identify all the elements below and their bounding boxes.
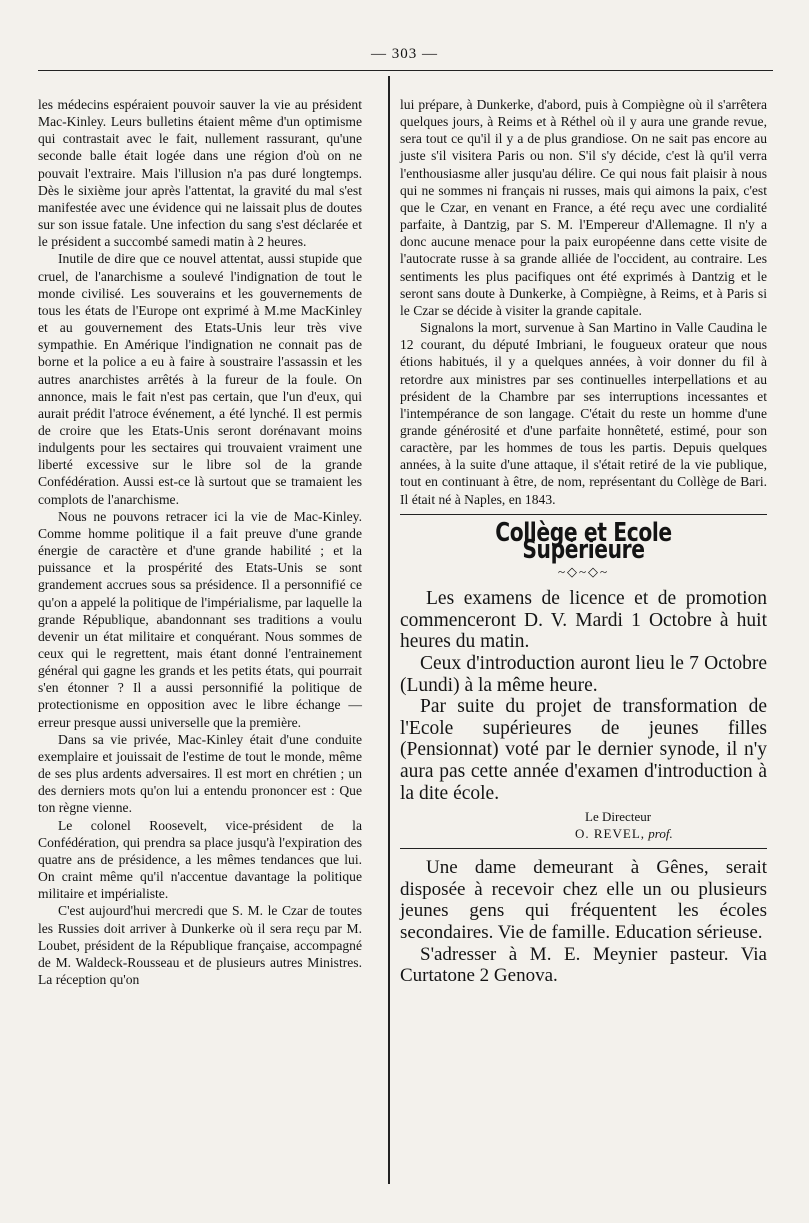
signature-title: Le Directeur (585, 809, 652, 825)
notice-paragraph: Ceux d'introduction auront lieu le 7 Octobre (Lundi) à la même heure. (400, 653, 767, 696)
ad-paragraph: S'adresser à M. E. Meynier pasteur. Via Curtatone 2 Genova. (400, 943, 767, 987)
notice-body (400, 588, 767, 804)
notice-paragraph: Les examens de licence et de promotion commenceront D. V. Mardi 1 Octobre à huit heures du matin. (400, 588, 767, 653)
right-paragraph: lui prépare, à Dunkerke, d'abord, puis à Compiègne où il s'arrêtera quelques jours, à Reims et à Réthel où il y aura une grande revue, sera tout ce qu'il il y a de plus grandiose. On ne sait pas encore au juste s'il visitera Paris ou non. S'il s'y décide, c'est là qu'il verra l'enthousiasme aller jusqu'au délire. Ce qui nous fait plaisir à nous qui ne sommes ni français ni russes, mais qui aimons la paix, c'est que le Czar, en venant en France, a été reçu avec une cordialité parfaite, à Dantzig, par S. M. l'Empereur d'Allemagne. Il n'y a donc aucune menace pour la paix européenne dans cette visite de l'autocrate russe à sa grande alliée de l'occident, au contraire. Les sentiments les plus pacifiques ont été exprimés à Dantzig et le seront sans doute à Dunkerke, à Compiègne, à Reims, et à Paris si le Czar se décide à visiter la grande capitale. (400, 97, 767, 318)
left-column (38, 96, 362, 988)
signature-line (575, 825, 767, 842)
left-paragraph: Inutile de dire que ce nouvel attentat, aussi stupide que cruel, de l'anarchisme a soulevé l'indignation de tout le monde civilisé. Les souverains et les gouvernements de tous les états de l'Europe ont exprimé à M.me MacKinley et au gouvernement des Etats-Unis leur très vive sympathie. En Amérique l'indignation ne connait pas de borne et la police a eu à faire à soustraire l'assassin et les autres anarchistes arrêtés à la fureur de la foule. On annonce, mais le fait n'est pas certain, que l'un d'eux, qui aurait prédit l'atroce événement, a été lynché. Il est permis de croire que les Etats-Unis seront dorénavant moins indulgents pour les sectaires qui trouvaient vraiment une liberté excessive sur le libre sol de la grande Confédération. Aussi est-ce là surtout que se tramaient les complots de l'anarchisme. (38, 251, 362, 507)
page-number: — 303 — (371, 46, 438, 62)
ornament-divider: ~◇~◇~ (557, 564, 610, 580)
notice-signature (400, 808, 767, 842)
ad-paragraph: Une dame demeurant à Gênes, serait disposée à recevoir chez elle un ou plusieurs jeunes gens qui fréquentent les écoles secondaires. Vie de famille. Education sérieuse. (400, 857, 767, 943)
notice-rule-bottom (400, 848, 767, 849)
notice-rule-top (400, 514, 767, 515)
left-paragraph: Le colonel Roosevelt, vice-président de la Confédération, qui prendra sa place jusqu'à l'expiration des quatre ans de présidence, a les mêmes tendances que lui. On craint même qu'il n'accentue davantage la politique militaire et impérialiste. (38, 817, 362, 902)
column-divider (388, 76, 390, 1184)
signature-role: prof. (648, 826, 673, 842)
left-paragraph: les médecins espéraient pouvoir sauver la vie au président Mac-Kinley. Leurs bulletins étaient même d'un optimisme qui contrastait avec le fait, nullement rassurant, qu'une seconde balle était logée dans une région d'où on ne pouvait l'extraire. Mais l'illusion n'a pas duré longtemps. Dès le sixième jour après l'attentat, la gravité du mal s'est manifestée avec une évidence qui ne laissait plus de doutes sur son issue fatale. Une infection du sang s'est déclarée et le président a succombé samedi matin à 2 heures. (38, 97, 362, 250)
college-notice (400, 517, 767, 842)
right-paragraph: Signalons la mort, survenue à San Martino in Valle Caudina le 12 courant, du député Imbriani, le fougueux orateur que nous étions habitués, il y a quelques années, à voir donner du fil à retordre aux ministres par ses continuelles interpellations et au président de la Chambre par ses interruptions incessantes et l'intempérance de son langage. C'était du reste un homme d'une grande générosité et d'une parfaite honnêteté, estimé, pour son caractère, par les hommes de tous les partis. Depuis quelques années, à la suite d'une attaque, il s'était retiré de la vie publique, tout en continuant à être, de nom, représentant du Collège de Bari. Il était né à Naples, en 1843. (400, 320, 767, 507)
notice-paragraph: Par suite du projet de transformation de l'Ecole supérieures de jeunes filles (Pensionnat) voté par le dernier synode, il n'y aura pas cette année d'examen d'introduction à la dite école. (400, 696, 767, 804)
signature-name: O. REVEL, (575, 826, 646, 842)
header-rule (38, 70, 773, 71)
right-column (400, 96, 767, 987)
classified-ad (400, 857, 767, 987)
left-paragraph: C'est aujourd'hui mercredi que S. M. le Czar de toutes les Russies doit arriver à Dunkerke où il sera reçu par M. Loubet, président de la République française, accompagné de M. Waldeck-Rousseau et de plusieurs autres Ministres. La réception qu'on (38, 903, 362, 987)
left-paragraph: Dans sa vie privée, Mac-Kinley était d'une conduite exemplaire et jouissait de l'estime de tout le monde, même de ses plus ardents adversaires. Il est mort en chrétien ; un des derniers mots qu'on lui a entendu prononcer est : Que ton règne vienne. (38, 731, 362, 816)
left-paragraph: Nous ne pouvons retracer ici la vie de Mac-Kinley. Comme homme politique il a fait preuve d'une grande énergie de caractère et d'une grande habilité ; et la puissance et la prospérité des Etats-Unis se sont grandement accrues sous sa présidence. Il a personnifié ce qu'on a appelé la politique de l'impérialisme, par laquelle la grande République, abandonnant ses traditions a voulu devenir un état militaire et conquérant. Nous sommes de ceux qui le regrettent, mais étant donné l'entrainement général qui gagne les grands et les petits états, qui pourrait s'en étonner ? Il a aussi personnifié la politique de protectionisme en opposition avec le libre échange — erreur presque aussi universelle que la première. (38, 508, 362, 730)
notice-title: Collège et Ecole Supérieure (495, 517, 672, 565)
